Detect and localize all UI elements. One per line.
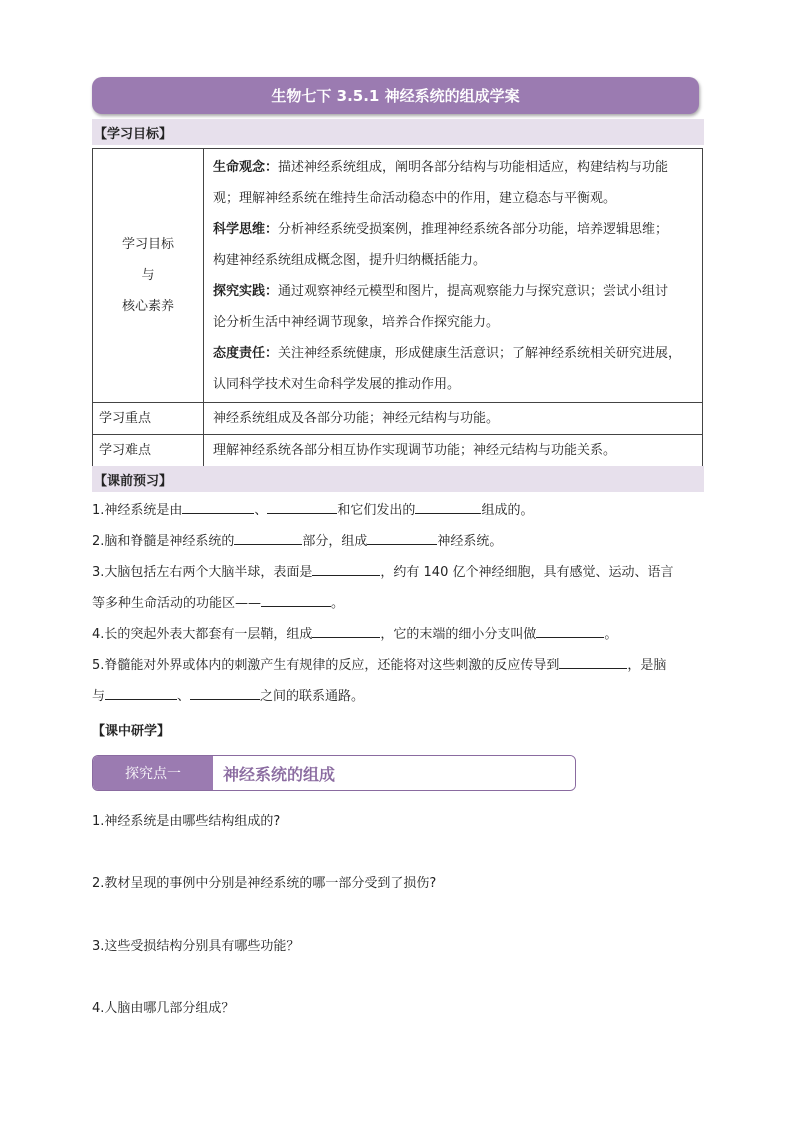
goal-text: 观；理解神经系统在维持生命活动稳态中的作用，建立稳态与平衡观。	[213, 191, 617, 206]
goal-attitude-responsibility	[213, 338, 695, 400]
section-objectives-heading: 【学习目标】	[92, 119, 704, 145]
research-question-4: 4.人脑由哪几部分组成？	[92, 1001, 235, 1016]
goal-label-line: 与	[141, 268, 155, 283]
answer-blank[interactable]	[536, 623, 604, 638]
goal-key: 生命观念：	[213, 160, 279, 175]
question-text: 、	[177, 689, 191, 704]
question-text: ，它的末端的细小分支叫做	[380, 627, 537, 642]
preview-question-5	[92, 650, 704, 712]
research-question-1: 1.神经系统是由哪些结构组成的?	[92, 814, 281, 829]
answer-blank[interactable]	[261, 592, 331, 607]
goal-label-cell	[93, 149, 204, 403]
goal-text: 论分析生活中神经调节现象，培养合作探究能力。	[213, 315, 500, 330]
question-text: 组成的。	[481, 503, 534, 518]
goal-inquiry-practice	[213, 276, 695, 338]
answer-blank[interactable]	[267, 499, 337, 514]
answer-blank[interactable]	[190, 685, 260, 700]
probe-title: 神经系统的组成	[213, 756, 575, 790]
question-text: 、	[254, 503, 268, 518]
probe-tag: 探究点一	[93, 756, 213, 790]
question-text: 与	[92, 689, 106, 704]
question-text: 。	[331, 596, 345, 611]
goal-key: 科学思维：	[213, 222, 279, 237]
question-text: 3.大脑包括左右两个大脑半球，表面是	[92, 565, 313, 580]
preview-question-3	[92, 557, 704, 619]
goals-cell	[204, 149, 703, 403]
goal-text: 描述神经系统组成，阐明各部分结构与功能相适应，构建结构与功能	[278, 160, 669, 175]
preview-question-1	[92, 495, 704, 526]
preview-question-4	[92, 619, 704, 650]
section-preview-heading: 【课前预习】	[92, 466, 704, 492]
objectives-table	[92, 148, 703, 467]
goal-label-line: 学习目标	[121, 237, 174, 252]
goal-life-concept	[213, 152, 695, 214]
goal-text: 认同科学技术对生命科学发展的推动作用。	[213, 377, 461, 392]
goal-text: 构建神经系统组成概念图，提升归纳概括能力。	[213, 253, 487, 268]
question-text: 之间的联系通路。	[260, 689, 365, 704]
question-text: 5.脊髓能对外界或体内的刺激产生有规律的反应，还能将对这些刺激的反应传导到	[92, 658, 560, 673]
focus-label: 学习重点	[93, 403, 204, 435]
answer-blank[interactable]	[234, 530, 302, 545]
question-text: 4.长的突起外表大都套有一层鞘，组成	[92, 627, 313, 642]
difficulty-content: 理解神经系统各部分相互协作实现调节功能；神经元结构与功能关系。	[204, 435, 703, 467]
document-title: 生物七下 3.5.1 神经系统的组成学案	[92, 77, 699, 114]
question-text: 。	[604, 627, 618, 642]
question-text: ，约有 140 亿个神经细胞，具有感觉、运动、语言	[380, 565, 674, 580]
answer-blank[interactable]	[415, 499, 481, 514]
answer-blank[interactable]	[182, 499, 254, 514]
question-text: 1.神经系统是由	[92, 503, 183, 518]
question-text: ，是脑	[627, 658, 667, 673]
question-text: 等多种生命活动的功能区——	[92, 596, 262, 611]
goal-label-line: 核心素养	[121, 299, 174, 314]
question-text: 和它们发出的	[337, 503, 416, 518]
focus-content: 神经系统组成及各部分功能；神经元结构与功能。	[204, 403, 703, 435]
preview-question-2	[92, 526, 704, 557]
goal-key: 探究实践：	[213, 284, 279, 299]
difficulty-label: 学习难点	[93, 435, 204, 467]
goal-key: 态度责任：	[213, 346, 279, 361]
research-question-3: 3.这些受损结构分别具有哪些功能？	[92, 939, 300, 954]
goal-text: 关注神经系统健康，形成健康生活意识；了解神经系统相关研究进展，	[278, 346, 682, 361]
question-text: 部分，组成	[302, 534, 368, 549]
answer-blank[interactable]	[559, 654, 627, 669]
answer-blank[interactable]	[312, 623, 380, 638]
section-research-heading: 【课中研学】	[92, 724, 171, 739]
answer-blank[interactable]	[367, 530, 437, 545]
goal-text: 通过观察神经元模型和图片，提高观察能力与探究意识；尝试小组讨	[278, 284, 669, 299]
probe-point-banner	[92, 755, 576, 791]
question-text: 2.脑和脊髓是神经系统的	[92, 534, 235, 549]
goal-text: 分析神经系统受损案例，推理神经系统各部分功能，培养逻辑思维；	[278, 222, 669, 237]
goal-scientific-thinking	[213, 214, 695, 276]
research-question-2: 2.教材呈现的事例中分别是神经系统的哪一部分受到了损伤?	[92, 876, 437, 891]
question-text: 神经系统。	[437, 534, 503, 549]
answer-blank[interactable]	[105, 685, 177, 700]
answer-blank[interactable]	[312, 561, 380, 576]
